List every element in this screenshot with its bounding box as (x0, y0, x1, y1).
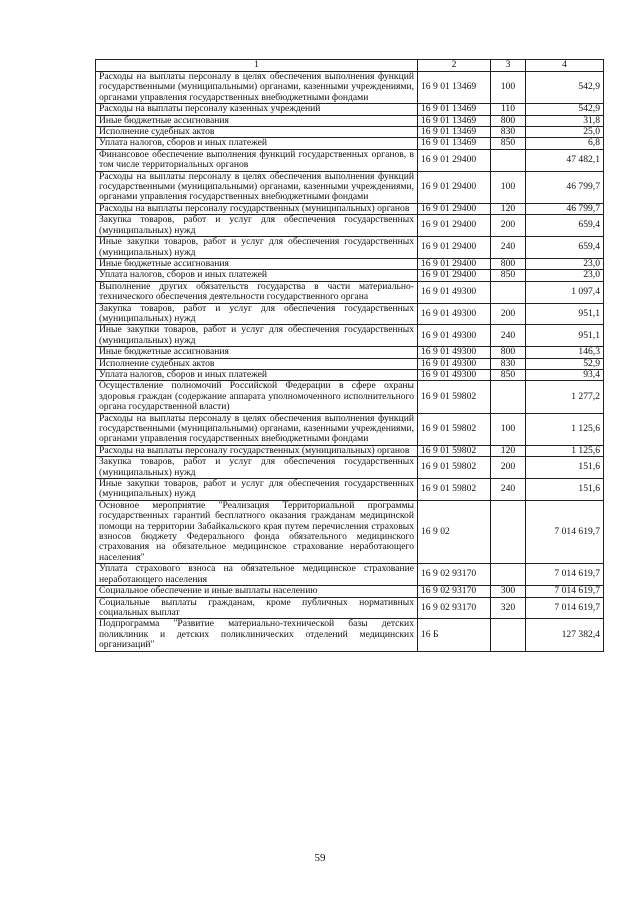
row-type: 200 (491, 215, 526, 237)
row-code: 16 9 01 49300 (418, 325, 491, 347)
row-amount: 659,4 (526, 237, 604, 259)
row-amount: 951,1 (526, 303, 604, 325)
row-type: 320 (491, 597, 526, 619)
row-type (491, 149, 526, 171)
row-code: 16 9 01 29400 (418, 258, 491, 269)
row-amount: 52,9 (526, 358, 604, 369)
row-amount: 46 799,7 (526, 171, 604, 203)
row-name: Социальные выплаты гражданам, кроме публичных нормативных социальных выплат (96, 597, 418, 619)
row-code: 16 9 01 49300 (418, 303, 491, 325)
row-name: Расходы на выплаты персоналу казенных учреждений (96, 104, 418, 115)
row-type: 200 (491, 303, 526, 325)
row-type (491, 281, 526, 303)
row-code: 16 9 02 93170 (418, 597, 491, 619)
row-code: 16 9 01 13469 (418, 72, 491, 104)
budget-table (95, 59, 604, 652)
row-amount: 127 382,4 (526, 619, 604, 651)
table-row (96, 270, 604, 281)
table-row (96, 381, 604, 413)
row-name: Расходы на выплаты персоналу в целях обеспечения выполнения функций государственными (муниципальными) органами, казенными учреждениями, органами управления государственных внебюджетными фондами (96, 72, 418, 104)
row-type: 830 (491, 358, 526, 369)
row-code: 16 9 02 (418, 500, 491, 563)
row-type: 800 (491, 347, 526, 358)
row-name: Уплата налогов, сборов и иных платежей (96, 270, 418, 281)
row-code: 16 9 01 49300 (418, 369, 491, 380)
row-type: 240 (491, 479, 526, 501)
row-type: 110 (491, 104, 526, 115)
row-code: 16 9 02 93170 (418, 564, 491, 586)
row-type (491, 381, 526, 413)
row-code: 16 9 01 59802 (418, 479, 491, 501)
row-type: 850 (491, 138, 526, 149)
table-row (96, 303, 604, 325)
table-row (96, 215, 604, 237)
table-row (96, 369, 604, 380)
row-name: Расходы на выплаты персоналу государственных (муниципальных) органов (96, 203, 418, 214)
row-type (491, 564, 526, 586)
row-amount: 7 014 619,7 (526, 597, 604, 619)
row-amount: 1 125,6 (526, 413, 604, 445)
row-name: Закупка товаров, работ и услуг для обеспечения государственных (муниципальных) нужд (96, 457, 418, 479)
row-code: 16 9 01 13469 (418, 115, 491, 126)
row-name: Расходы на выплаты персоналу в целях обеспечения выполнения функций государственными (муниципальными) органами, казенными учреждениями, органами управления государственных внебюджетными фондами (96, 171, 418, 203)
row-amount: 93,4 (526, 369, 604, 380)
row-name: Основное мероприятие "Реализация Территориальной программы государственных гарантий бесплатного оказания гражданам медицинской помощи на территории Забайкальского края путем перечисления страховых взносов бюджету Федерального фонда обязательного медицинского страхования на обязательное медицинское страхование неработающего населения" (96, 500, 418, 563)
row-amount: 542,9 (526, 104, 604, 115)
row-code: 16 Б (418, 619, 491, 651)
row-amount: 7 014 619,7 (526, 500, 604, 563)
table-row (96, 258, 604, 269)
column-header: 3 (491, 60, 526, 72)
table-header-row (96, 60, 604, 72)
table-row (96, 597, 604, 619)
row-code: 16 9 01 13469 (418, 104, 491, 115)
row-type: 850 (491, 369, 526, 380)
row-type: 240 (491, 325, 526, 347)
row-type: 300 (491, 586, 526, 597)
row-name: Исполнение судебных актов (96, 358, 418, 369)
table-row (96, 413, 604, 445)
row-type (491, 500, 526, 563)
table-row (96, 281, 604, 303)
table-row (96, 325, 604, 347)
row-amount: 659,4 (526, 215, 604, 237)
table-row (96, 237, 604, 259)
row-amount: 542,9 (526, 72, 604, 104)
page-number: 59 (314, 852, 326, 864)
row-amount: 23,0 (526, 270, 604, 281)
row-name: Иные закупки товаров, работ и услуг для обеспечения государственных (муниципальных) нужд (96, 237, 418, 259)
row-amount: 31,8 (526, 115, 604, 126)
row-code: 16 9 01 49300 (418, 358, 491, 369)
row-name: Уплата страхового взноса на обязательное медицинское страхование неработающего населения (96, 564, 418, 586)
table-row (96, 171, 604, 203)
table-row (96, 149, 604, 171)
row-name: Иные бюджетные ассигнования (96, 347, 418, 358)
row-name: Подпрограмма "Развитие материально-технической базы детских поликлиник и детских поликлинических отделений медицинских организаций" (96, 619, 418, 651)
row-code: 16 9 01 29400 (418, 171, 491, 203)
row-amount: 151,6 (526, 457, 604, 479)
row-name: Уплата налогов, сборов и иных платежей (96, 138, 418, 149)
row-code: 16 9 01 13469 (418, 138, 491, 149)
row-name: Закупка товаров, работ и услуг для обеспечения государственных (муниципальных) нужд (96, 215, 418, 237)
row-amount: 1 125,6 (526, 445, 604, 456)
row-name: Иные бюджетные ассигнования (96, 258, 418, 269)
row-name: Расходы на выплаты персоналу государственных (муниципальных) органов (96, 445, 418, 456)
table-row (96, 115, 604, 126)
row-type: 830 (491, 127, 526, 138)
row-name: Осуществление полномочий Российской Федерации в сфере охраны здоровья граждан (содержание аппарата уполномоченного исполнительного органа государственной власти) (96, 381, 418, 413)
row-name: Социальное обеспечение и иные выплаты населению (96, 586, 418, 597)
table-row (96, 104, 604, 115)
row-name: Исполнение судебных актов (96, 127, 418, 138)
table-row (96, 127, 604, 138)
column-header: 2 (418, 60, 491, 72)
table-row (96, 457, 604, 479)
row-type: 100 (491, 171, 526, 203)
column-header: 4 (526, 60, 604, 72)
row-amount: 951,1 (526, 325, 604, 347)
row-name: Закупка товаров, работ и услуг для обеспечения государственных (муниципальных) нужд (96, 303, 418, 325)
row-type: 200 (491, 457, 526, 479)
row-code: 16 9 01 49300 (418, 347, 491, 358)
row-code: 16 9 01 13469 (418, 127, 491, 138)
table-row (96, 358, 604, 369)
table-row (96, 619, 604, 651)
row-type: 120 (491, 445, 526, 456)
row-type (491, 619, 526, 651)
row-name: Иные закупки товаров, работ и услуг для обеспечения государственных (муниципальных) нужд (96, 325, 418, 347)
row-code: 16 9 02 93170 (418, 586, 491, 597)
row-amount: 151,6 (526, 479, 604, 501)
row-name: Выполнение других обязательств государства в части материально-технического обеспечения деятельности государственного органа (96, 281, 418, 303)
row-code: 16 9 01 29400 (418, 270, 491, 281)
row-type: 100 (491, 413, 526, 445)
row-code: 16 9 01 29400 (418, 215, 491, 237)
row-name: Иные закупки товаров, работ и услуг для обеспечения государственных (муниципальных) нужд (96, 479, 418, 501)
table-row (96, 500, 604, 563)
row-name: Расходы на выплаты персоналу в целях обеспечения выполнения функций государственными (муниципальными) органами, казенными учреждениями, органами управления государственных внебюджетными фондами (96, 413, 418, 445)
row-amount: 46 799,7 (526, 203, 604, 214)
row-amount: 47 482,1 (526, 149, 604, 171)
row-code: 16 9 01 59802 (418, 413, 491, 445)
row-amount: 23,0 (526, 258, 604, 269)
row-amount: 1 277,2 (526, 381, 604, 413)
row-amount: 146,3 (526, 347, 604, 358)
table-row (96, 138, 604, 149)
row-amount: 6,8 (526, 138, 604, 149)
row-amount: 25,0 (526, 127, 604, 138)
table-row (96, 72, 604, 104)
row-amount: 7 014 619,7 (526, 564, 604, 586)
row-code: 16 9 01 49300 (418, 281, 491, 303)
row-amount: 7 014 619,7 (526, 586, 604, 597)
row-code: 16 9 01 59802 (418, 457, 491, 479)
row-code: 16 9 01 29400 (418, 237, 491, 259)
table-row (96, 203, 604, 214)
row-type: 800 (491, 258, 526, 269)
table-row (96, 347, 604, 358)
row-type: 240 (491, 237, 526, 259)
row-name: Финансовое обеспечение выполнения функций государственных органов, в том числе территориальных органов (96, 149, 418, 171)
row-type: 850 (491, 270, 526, 281)
column-header: 1 (96, 60, 418, 72)
table-row (96, 564, 604, 586)
row-type: 100 (491, 72, 526, 104)
row-name: Уплата налогов, сборов и иных платежей (96, 369, 418, 380)
row-type: 120 (491, 203, 526, 214)
row-type: 800 (491, 115, 526, 126)
row-code: 16 9 01 59802 (418, 381, 491, 413)
row-code: 16 9 01 29400 (418, 149, 491, 171)
row-name: Иные бюджетные ассигнования (96, 115, 418, 126)
row-code: 16 9 01 59802 (418, 445, 491, 456)
table-row (96, 479, 604, 501)
row-code: 16 9 01 29400 (418, 203, 491, 214)
table-row (96, 445, 604, 456)
row-amount: 1 097,4 (526, 281, 604, 303)
table-row (96, 586, 604, 597)
